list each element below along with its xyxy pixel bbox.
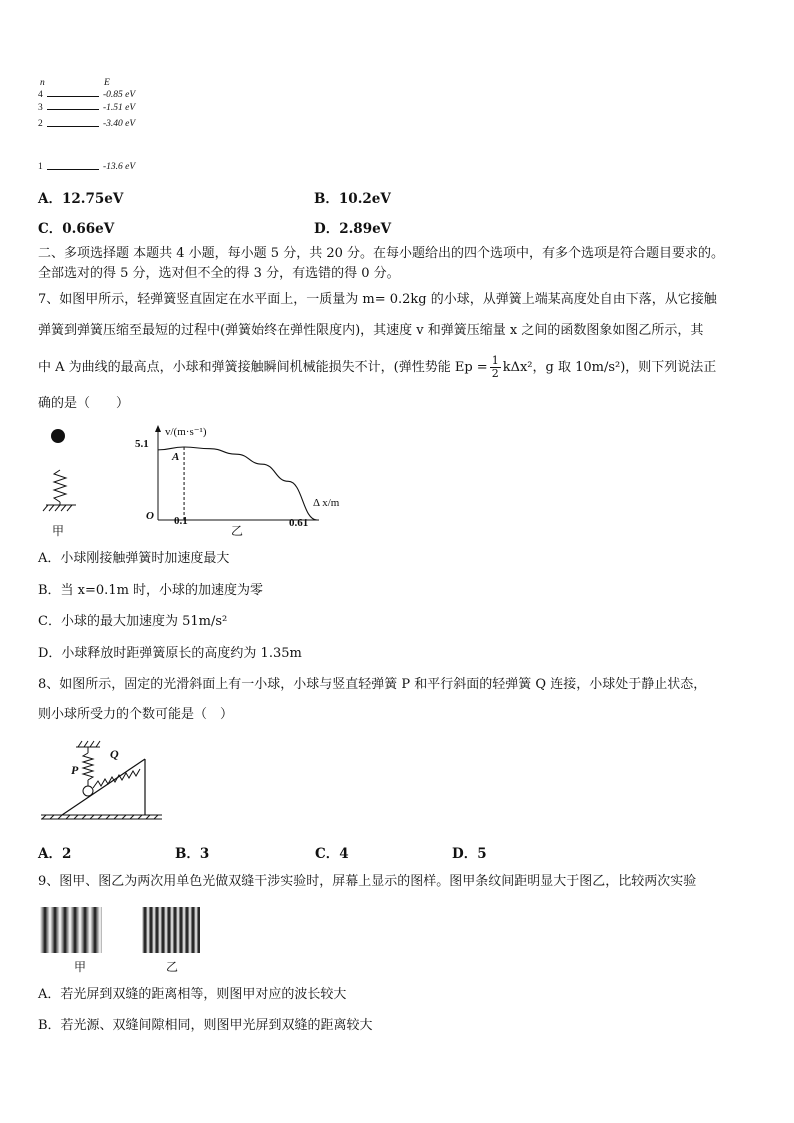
ep-fraction: [490, 355, 501, 380]
level-n1: 1: [38, 162, 43, 172]
level-line-3: [47, 109, 99, 110]
fig-label-yi: 乙: [231, 524, 244, 538]
q9-option-a: A．若光屏到双缝的距离相等，则图甲对应的波长较大: [38, 987, 347, 1002]
level-e2: -3.40 eV: [103, 119, 136, 129]
q8-option-b: B．3: [175, 846, 210, 862]
q7-line2: 弹簧到弹簧压缩至最短的过程中(弹簧始终在弹性限度内)，其速度 v 和弹簧压缩量 x 之间的函数图象如图乙所示，其: [38, 323, 704, 338]
q8-line2: 则小球所受力的个数可能是（ ）: [38, 707, 234, 722]
spring-icon: [54, 470, 66, 505]
q7-line1: 7、如图甲所示，轻弹簧竖直固定在水平面上，一质量为 m= 0.2kg 的小球，从弹簧上端某高度处自由下落，从它接触: [38, 292, 717, 307]
y-tick-5-1: 5.1: [135, 438, 149, 450]
level-e4: -0.85 eV: [103, 90, 136, 100]
q7-option-d: D．小球释放时距弹簧原长的高度约为 1.35m: [38, 646, 302, 661]
q7-option-c: C．小球的最大加速度为 51m/s²: [38, 614, 228, 629]
ground-hatch: [41, 815, 162, 819]
fringe-pattern-yi: [142, 907, 200, 953]
q7-line3: [38, 354, 716, 382]
q8-option-d: D．5: [452, 846, 487, 862]
q8-figure-svg: [38, 735, 168, 830]
x-tick-0-1: 0.1: [174, 515, 188, 527]
ball-icon: [51, 429, 65, 443]
y-axis-label: v/(m·s⁻¹): [165, 426, 207, 438]
q7-graph: [135, 425, 365, 545]
y-axis-arrow: [155, 425, 161, 432]
q7-line3-post: kΔx²，g 取 10m/s²)，则下列说法正: [502, 360, 717, 375]
q7-line3-pre: 中 A 为曲线的最高点，小球和弹簧接触瞬间机械能损失不计，(弹性势能 Ep =: [38, 360, 488, 375]
q7-option-b: B．当 x=0.1m 时，小球的加速度为零: [38, 583, 264, 598]
x-axis-label: Δ x/m: [313, 497, 340, 509]
q8-option-a: A．2: [38, 846, 72, 862]
fig-label-jia-q9: 甲: [74, 960, 87, 974]
level-e1: -13.6 eV: [103, 162, 136, 172]
q6-option-c: C．0.66eV: [38, 221, 115, 237]
level-line-2: [47, 126, 99, 127]
q8-line1: 8、如图所示，固定的光滑斜面上有一小球，小球与竖直轻弹簧 P 和平行斜面的轻弹簧 Q 连接，小球处于静止状态，: [38, 677, 707, 692]
ceiling-hatch: [76, 741, 100, 747]
q8-figure: [38, 735, 168, 830]
q7-figure-jia: [38, 425, 88, 535]
level-n3: 3: [38, 103, 43, 113]
point-a-label: A: [172, 451, 180, 463]
origin-label: O: [146, 510, 154, 522]
q6-option-a: A．12.75eV: [38, 191, 124, 207]
fig-label-jia: 甲: [52, 524, 65, 538]
level-e3: -1.51 eV: [103, 103, 136, 113]
fig-label-yi-q9: 乙: [166, 960, 179, 974]
q6-option-d: D．2.89eV: [314, 221, 392, 237]
e-header: E: [104, 78, 110, 88]
q7-line4: 确的是（ ）: [38, 396, 130, 411]
frac-numerator: 1: [491, 354, 499, 367]
spring-p-icon: [83, 747, 93, 786]
n-header: n: [40, 78, 45, 88]
label-q: Q: [110, 747, 119, 761]
q7-graph-svg: [135, 425, 365, 545]
q9-option-b: B．若光源、双缝间隙相同，则图甲光屏到双缝的距离较大: [38, 1018, 373, 1033]
label-p: P: [71, 763, 79, 777]
fringe-pattern-jia: [40, 907, 102, 953]
frac-denominator: 2: [491, 367, 499, 380]
level-line-4: [47, 96, 99, 97]
velocity-curve: [158, 447, 317, 520]
x-tick-0-61: 0.61: [289, 517, 309, 529]
q6-option-b: B．10.2eV: [314, 191, 391, 207]
q8-option-c: C．4: [315, 846, 349, 862]
section2-line2: 全部选对的得 5 分，选对但不全的得 3 分，有选错的得 0 分。: [38, 266, 400, 281]
q7-option-a: A．小球刚接触弹簧时加速度最大: [38, 551, 230, 566]
level-n4: 4: [38, 90, 43, 100]
section2-line1: 二、多项选择题 本题共 4 小题，每小题 5 分，共 20 分。在每小题给出的四个选项中，有多个选项是符合题目要求的。: [38, 246, 725, 261]
level-n2: 2: [38, 119, 43, 129]
level-line-1: [47, 169, 99, 170]
ground-hatch: [43, 505, 76, 511]
q9-line1: 9、图甲、图乙为两次用单色光做双缝干涉实验时，屏幕上显示的图样。图甲条纹间距明显大于图乙，比较两次实验: [38, 874, 697, 889]
